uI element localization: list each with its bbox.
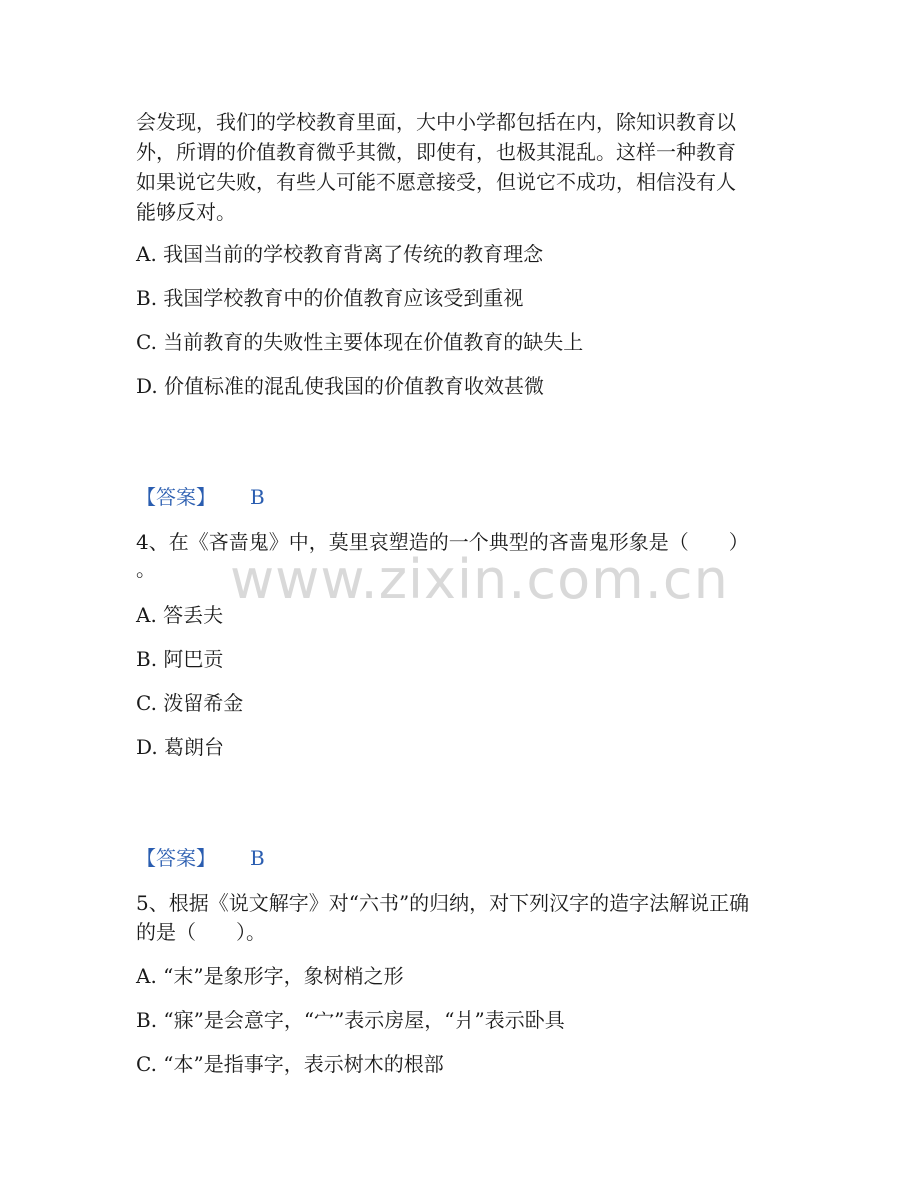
q5-stem-line-1: 5、根据《说文解字》对“六书”的归纳，对下列汉字的造字法解说正确 bbox=[136, 891, 750, 915]
q3-option-c: C. 当前教育的失败性主要体现在价值教育的缺失上 bbox=[136, 330, 584, 354]
q3-option-b: B. 我国学校教育中的价值教育应该受到重视 bbox=[136, 286, 524, 310]
q3-option-a: A. 我国当前的学校教育背离了传统的教育理念 bbox=[136, 242, 544, 266]
q3-passage-line-4: 能够反对。 bbox=[136, 200, 236, 224]
q4-answer bbox=[136, 844, 265, 872]
q4-answer-label: 【答案】 bbox=[136, 846, 216, 870]
q5-stem-line-2: 的是（ ）。 bbox=[136, 920, 266, 944]
q3-answer-label: 【答案】 bbox=[136, 485, 216, 509]
q3-passage-line-2: 外，所谓的价值教育微乎其微，即使有，也极其混乱。这样一种教育 bbox=[136, 140, 736, 164]
q3-passage-line-3: 如果说它失败，有些人可能不愿意接受，但说它不成功，相信没有人 bbox=[136, 170, 736, 194]
q4-option-b: B. 阿巴贡 bbox=[136, 647, 224, 671]
q4-stem-line-1: 4、在《吝啬鬼》中，莫里哀塑造的一个典型的吝啬鬼形象是（ ） bbox=[136, 530, 749, 554]
q5-option-c: C. “本”是指事字，表示树木的根部 bbox=[136, 1052, 444, 1076]
q4-stem-line-2: 。 bbox=[136, 557, 156, 581]
q4-answer-value: B bbox=[250, 846, 265, 870]
q4-option-a: A. 答丢夫 bbox=[136, 603, 224, 627]
q3-option-d: D. 价值标准的混乱使我国的价值教育收效甚微 bbox=[136, 374, 545, 398]
q5-option-b: B. “寐”是会意字，“宀”表示房屋，“爿”表示卧具 bbox=[136, 1008, 565, 1032]
q3-answer bbox=[136, 483, 265, 511]
q5-option-a: A. “末”是象形字，象树梢之形 bbox=[136, 964, 404, 988]
q4-option-c: C. 泼留希金 bbox=[136, 691, 244, 715]
q3-passage-line-1: 会发现，我们的学校教育里面，大中小学都包括在内，除知识教育以 bbox=[136, 110, 736, 134]
watermark: www.zixin.com.cn bbox=[230, 548, 729, 611]
q3-answer-value: B bbox=[250, 485, 265, 509]
q4-option-d: D. 葛朗台 bbox=[136, 735, 225, 759]
